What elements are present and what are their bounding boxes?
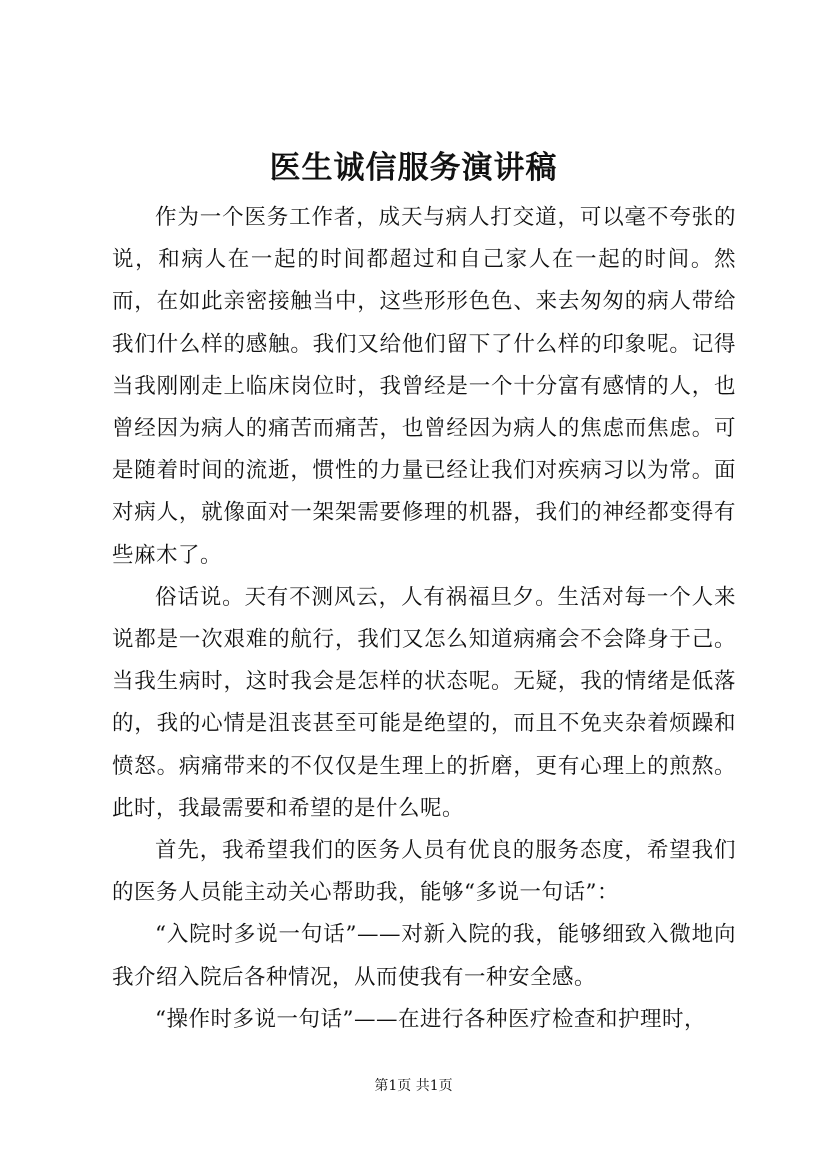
paragraph-5: “操作时多说一句话”——在进行各种医疗检查和护理时， <box>155 1006 706 1032</box>
page-footer <box>0 1076 827 1096</box>
document-body <box>112 197 736 1041</box>
paragraph-1: 作为一个医务工作者，成天与病人打交道，可以毫不夸张的说，和病人在一起的时间都超过和自己家人在一起的时间。然而，在如此亲密接触当中，这些形形色色、来去匆匆的病人带给我们什么样的感触。我们又给他们留下了什么样的印象呢。记得当我刚刚走上临床岗位时，我曾经是一个十分富有感情的人，也曾经因为病人的痛苦而痛苦，也曾经因为病人的焦虑而焦虑。可是随着时间的流逝，惯性的力量已经让我们对疾病习以为常。面对病人，就像面对一架架需要修理的机器，我们的神经都变得有些麻木了。 <box>112 205 736 568</box>
paragraph-4: “入院时多说一句话”——对新入院的我，能够细致入微地向我介绍入院后各种情况，从而使我有一种安全感。 <box>112 922 736 990</box>
page-number-label: 第1页 共1页 <box>374 1078 453 1094</box>
paragraph-2: 俗话说。天有不测风云，人有祸福旦夕。生活对每一个人来说都是一次艰难的航行，我们又怎么知道病痛会不会降身于己。当我生病时，这时我会是怎样的状态呢。无疑，我的情绪是低落的，我的心情是沮丧甚至可能是绝望的，而且不免夹杂着烦躁和愤怒。病痛带来的不仅仅是生理上的折磨，更有心理上的煎熬。此时，我最需要和希望的是什么呢。 <box>112 584 736 821</box>
document-title: 医生诚信服务演讲稿 <box>269 150 558 186</box>
paragraph-3: 首先，我希望我们的医务人员有优良的服务态度，希望我们的医务人员能主动关心帮助我，能够“多说一句话”： <box>112 838 736 906</box>
